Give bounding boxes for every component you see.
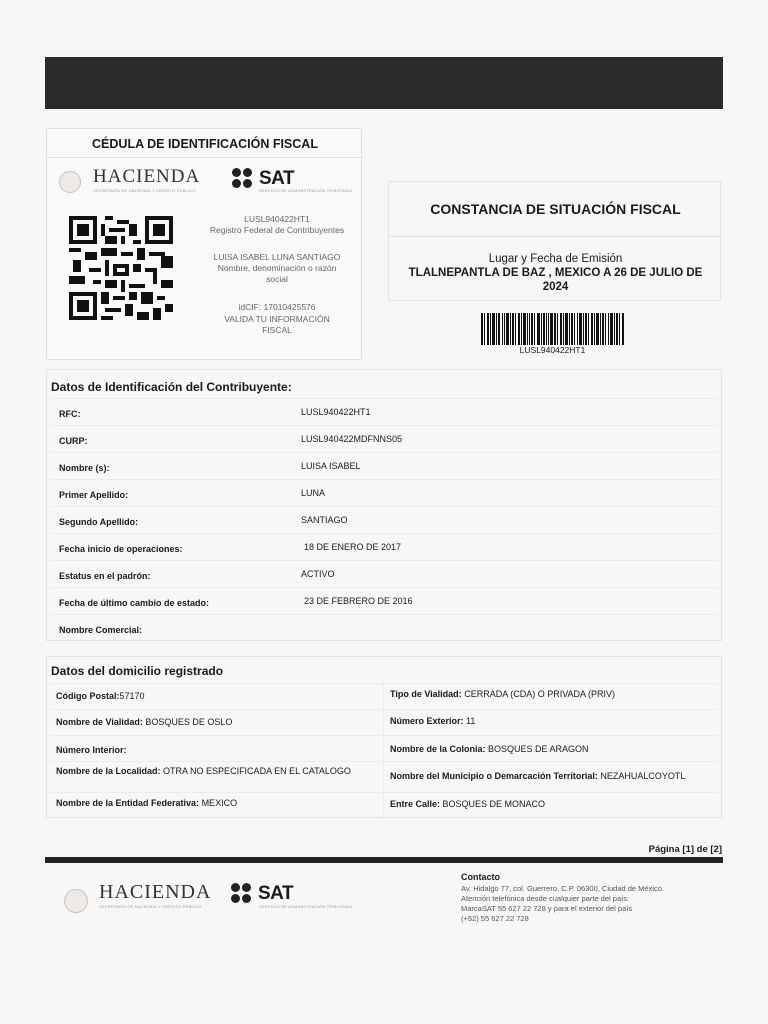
divider	[50, 398, 718, 399]
divider	[50, 735, 718, 736]
hacienda-subtitle: SECRETARÍA DE HACIENDA Y CRÉDITO PÚBLICO	[93, 188, 196, 193]
nombre-label: Nombre (s):	[59, 463, 110, 473]
domicilio-title: Datos del domicilio registrado	[51, 664, 224, 678]
nombre-comercial-label: Nombre Comercial:	[59, 625, 143, 635]
segundo-apellido-label: Segundo Apellido:	[59, 517, 139, 527]
estatus-label: Estatus en el padrón:	[59, 571, 151, 581]
entidad-federativa-value: MEXICO	[201, 798, 238, 808]
divider	[50, 587, 718, 588]
footer-bar	[45, 857, 723, 863]
nombre-value: LUISA ISABEL	[301, 461, 361, 471]
divider	[50, 479, 718, 480]
curp-label: CURP:	[59, 436, 88, 446]
lugar-line-1: TLALNEPANTLA DE BAZ , MEXICO A 26 DE JULIO DE	[408, 267, 703, 279]
contacto-line: Av. Hidalgo 77, col. Guerrero, C.P. 06300, Ciudad de México.	[461, 884, 665, 893]
cedula-rfc: LUSL940422HT1	[244, 214, 310, 224]
column-divider	[383, 684, 384, 818]
numero-exterior-label: Número Exterior:	[390, 716, 464, 726]
primer-apellido-label: Primer Apellido:	[59, 490, 129, 500]
nombre-municipio-label: Nombre del Municipio o Demarcación Territorial:	[390, 771, 598, 781]
nombre-municipio	[390, 771, 685, 782]
qr-code-icon	[69, 215, 173, 321]
divider	[50, 709, 718, 710]
nombre-localidad-value: OTRA NO ESPECIFICADA EN EL CATALOGO	[163, 766, 351, 776]
contacto-line: MarcaSAT 55 627 22 728 y para el exterior del país	[461, 904, 633, 913]
constancia-card	[388, 181, 721, 301]
identificacion-title: Datos de Identificación del Contribuyente:	[51, 380, 292, 394]
entre-calle-label: Entre Calle:	[390, 799, 441, 809]
tipo-vialidad-label: Tipo de Vialidad:	[390, 689, 462, 699]
segundo-apellido-value: SANTIAGO	[301, 515, 348, 525]
barcode-icon	[481, 313, 624, 345]
lugar-line-2: 2024	[542, 281, 569, 293]
rfc-label: RFC:	[59, 409, 81, 419]
fecha-cambio-value: 23 DE FEBRERO DE 2016	[304, 596, 413, 606]
sat-subtitle: SERVICIO DE ADMINISTRACIÓN TRIBUTARIA	[259, 188, 353, 193]
divider	[50, 761, 718, 762]
nombre-vialidad-label: Nombre de Vialidad:	[56, 717, 143, 727]
footer-hacienda-subtitle: SECRETARÍA DE HACIENDA Y CRÉDITO PÚBLICO	[99, 904, 202, 909]
entidad-federativa-label: Nombre de la Entidad Federativa:	[56, 798, 200, 808]
sat-logo: SAT	[259, 168, 295, 189]
constancia-title: CONSTANCIA DE SITUACIÓN FISCAL	[430, 201, 681, 217]
nombre-colonia	[390, 744, 589, 755]
estatus-value: ACTIVO	[301, 569, 335, 579]
divider	[47, 157, 363, 158]
codigo-postal-label: Código Postal:	[56, 691, 120, 701]
divider	[50, 533, 718, 534]
hacienda-seal-icon	[59, 171, 81, 193]
nombre-vialidad-value: BOSQUES DE OSLO	[145, 717, 233, 727]
fecha-inicio-value: 18 DE ENERO DE 2017	[304, 542, 402, 552]
numero-interior-label: Número Interior:	[56, 745, 127, 755]
cedula-valida: VALIDA TU INFORMACIÓN	[224, 314, 330, 324]
tipo-vialidad-value: CERRADA (CDA) O PRIVADA (PRIV)	[464, 689, 616, 699]
tipo-vialidad	[390, 689, 615, 700]
rfc-value: LUSL940422HT1	[301, 407, 371, 417]
hacienda-seal-icon	[64, 889, 88, 913]
page-indicator: Página [1] de [2]	[648, 844, 722, 855]
divider	[50, 452, 718, 453]
entre-calle	[390, 799, 545, 810]
cedula-idcif: idCIF: 17010425576	[238, 302, 316, 312]
divider	[50, 792, 718, 793]
nombre-localidad	[56, 766, 378, 777]
nombre-colonia-value: BOSQUES DE ARAGON	[488, 744, 589, 754]
hacienda-logo: HACIENDA	[93, 166, 201, 187]
entidad-federativa	[56, 798, 237, 809]
cedula-title: CÉDULA DE IDENTIFICACIÓN FISCAL	[92, 137, 318, 151]
nombre-colonia-label: Nombre de la Colonia:	[390, 744, 486, 754]
nombre-municipio-value: NEZAHUALCOYOTL	[600, 771, 686, 781]
divider	[50, 614, 718, 615]
cedula-name-caption-2: social	[266, 274, 288, 284]
domicilio-section	[46, 656, 722, 818]
divider	[389, 236, 722, 237]
numero-exterior	[390, 716, 475, 727]
footer-sat-logo-icon	[231, 883, 251, 903]
header-bar	[45, 57, 723, 109]
footer-hacienda-logo: HACIENDA	[99, 881, 212, 903]
footer-sat-subtitle: SERVICIO DE ADMINISTRACIÓN TRIBUTARIA	[259, 904, 353, 909]
contacto-line: Atención telefónica desde cualquier parte del país:	[461, 894, 630, 903]
divider	[50, 683, 718, 684]
numero-interior	[56, 745, 127, 756]
entre-calle-value: BOSQUES DE MONACO	[442, 799, 546, 809]
primer-apellido-value: LUNA	[301, 488, 326, 498]
cedula-name: LUISA ISABEL LUNA SANTIAGO	[213, 252, 341, 262]
cedula-card	[46, 128, 362, 360]
numero-exterior-value: 11	[466, 716, 476, 726]
cedula-rfc-caption: Registro Federal de Contribuyentes	[209, 225, 345, 235]
lugar-label: Lugar y Fecha de Emisión	[488, 253, 623, 265]
divider	[50, 560, 718, 561]
sat-logo-icon	[232, 168, 252, 188]
curp-value: LUSL940422MDFNNS05	[301, 434, 403, 444]
contacto-line: (+52) 55 627 22 728	[461, 914, 529, 923]
barcode-text: LUSL940422HT1	[519, 345, 586, 355]
footer-sat-logo: SAT	[258, 883, 294, 904]
lugar-value	[389, 266, 722, 294]
divider	[50, 425, 718, 426]
fecha-cambio-label: Fecha de último cambio de estado:	[59, 598, 210, 608]
codigo-postal	[56, 691, 145, 702]
cedula-name-caption: Nombre, denominación o razón	[217, 263, 337, 273]
cedula-valida-2: FISCAL	[262, 325, 292, 335]
fecha-inicio-label: Fecha inicio de operaciones:	[59, 544, 183, 554]
codigo-postal-value: 57170	[119, 691, 145, 701]
nombre-vialidad	[56, 717, 232, 728]
divider	[50, 506, 718, 507]
nombre-localidad-label: Nombre de la Localidad:	[56, 766, 161, 776]
contacto-title: Contacto	[461, 872, 500, 882]
